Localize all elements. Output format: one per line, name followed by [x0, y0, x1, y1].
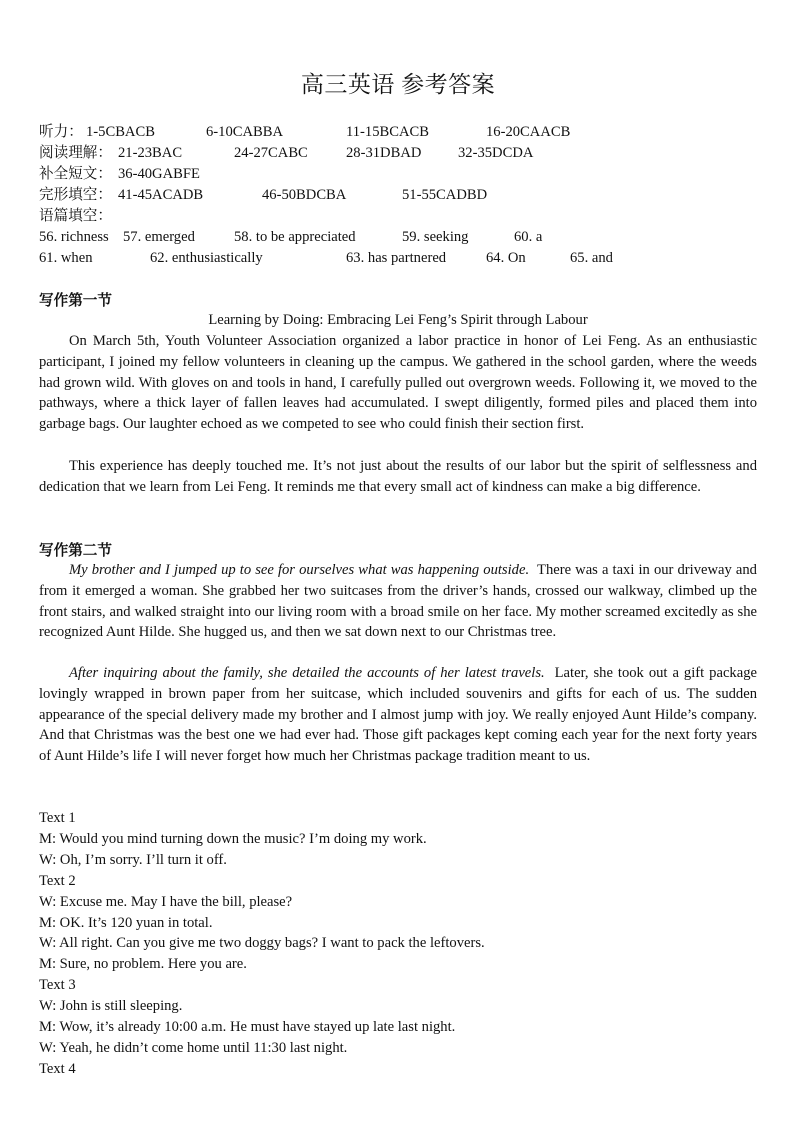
writing-2-heading: 写作第二节 [39, 542, 112, 559]
answer-group: 24-27CABC [234, 145, 308, 161]
transcript-line: Text 1 [39, 810, 76, 826]
answer-group: 46-50BDCBA [262, 187, 347, 203]
listening-transcript [39, 808, 485, 1080]
paragraph-body: There was a taxi in our driveway and from it emerged a woman. She grabbed her two suitcases from the driver’s hands, crossed our walkway, climbed up the front stairs, and walked straight into our living room with a broad smile on her face. My mother screamed excitedly as she recognized Aunt Hilde. She hugged us, and then we sat down next to our Christmas tree. [39, 562, 757, 641]
transcript-line: Text 2 [39, 872, 76, 889]
reading-label: 阅读理解： [39, 145, 112, 161]
grammar-answer: 61. when [39, 250, 93, 266]
transcript-line: M: Wow, it’s already 10:00 a.m. He must have stayed up late last night. [39, 1019, 456, 1036]
grammar-answer: 62. enthusiastically [150, 250, 263, 266]
listening-label: 听力： [39, 124, 83, 140]
writing-2-paragraph [39, 663, 757, 767]
transcript-line: M: OK. It’s 120 yuan in total. [39, 914, 213, 931]
grammar-answer: 57. emerged [123, 229, 195, 245]
given-opening-sentence: After inquiring about the family, she detailed the accounts of her latest travels. [69, 665, 545, 681]
answer-group: 51-55CADBD [402, 187, 488, 203]
answer-group: 1-5CBACB [86, 124, 155, 140]
writing-2-paragraph [39, 560, 757, 643]
answer-group: 32-35DCDA [458, 145, 534, 161]
transcript-line: Text 4 [39, 1060, 76, 1077]
answer-group: 36-40GABFE [118, 166, 200, 182]
grammar-answer: 60. a [514, 229, 543, 245]
writing-1-title: Learning by Doing: Embracing Lei Feng’s Spirit through Labour [208, 312, 588, 328]
cloze-label: 完形填空： [39, 187, 112, 203]
grammar-answer: 64. On [486, 250, 526, 266]
writing-1-paragraph: On March 5th, Youth Volunteer Association organized a labor practice in honor of Lei Feng. As an enthusiastic participant, I joined my fellow volunteers in cleaning up the campus. We gathered in the school garden, where the weeds had grown wild. With gloves on and tools in hand, I carefully pulled out overgrown weeds. Following it, we moved to the pathways, where a thick layer of fallen leaves had accumulated. I swept diligently, formed piles and placed them into garbage bags. Our laughter echoed as we competed to see who could finish their section first. [39, 333, 757, 433]
writing-1-heading: 写作第一节 [39, 292, 112, 309]
transcript-line: W: John is still sleeping. [39, 998, 183, 1015]
writing-1-paragraph: This experience has deeply touched me. It’s not just about the results of our labor but the spirit of selflessness and dedication that we learn from Lei Feng. It reminds me that every small act of kindness can make a big difference. [39, 458, 757, 495]
paragraph-body: Later, she took out a gift package lovingly wrapped in brown paper from her suitcase, which included souvenirs and gifts for each of us. The sudden appearance of the special delivery made my brother and I almost jump with joy. We really enjoyed Aunt Hilde’s company. And that Christmas was the best one we had ever had. Those gift packages kept coming each year for the next forty years of Aunt Hilde’s life I will never forget how much her Christmas package tradition meant to us. [39, 665, 757, 765]
grammar-answer: 58. to be appreciated [234, 229, 356, 245]
transcript-line: Text 3 [39, 977, 76, 994]
grammar-answer: 63. has partnered [346, 250, 447, 266]
answer-group: 41-45ACADB [118, 187, 204, 203]
seven-choice-label: 补全短文： [39, 166, 112, 182]
transcript-line: W: Excuse me. May I have the bill, please? [39, 893, 293, 910]
grammar-answer: 56. richness [39, 229, 109, 245]
answer-group: 11-15BCACB [346, 124, 429, 140]
answer-group: 6-10CABBA [206, 124, 284, 140]
given-opening-sentence: My brother and I jumped up to see for ourselves what was happening outside. [69, 562, 530, 578]
grammar-answer: 65. and [570, 250, 613, 266]
transcript-line: M: Sure, no problem. Here you are. [39, 956, 247, 973]
page-title: 高三英语 参考答案 [300, 72, 496, 97]
grammar-label: 语篇填空： [39, 208, 112, 224]
transcript-line: W: Oh, I’m sorry. I’ll turn it off. [39, 851, 227, 868]
grammar-answer: 59. seeking [402, 229, 469, 245]
answer-group: 21-23BAC [118, 145, 183, 161]
transcript-line: M: Would you mind turning down the music? I’m doing my work. [39, 830, 427, 847]
transcript-line: W: Yeah, he didn’t come home until 11:30 last night. [39, 1039, 348, 1056]
answer-group: 16-20CAACB [486, 124, 571, 140]
answer-group: 28-31DBAD [346, 145, 422, 161]
transcript-line: W: All right. Can you give me two doggy bags? I want to pack the leftovers. [39, 935, 485, 952]
